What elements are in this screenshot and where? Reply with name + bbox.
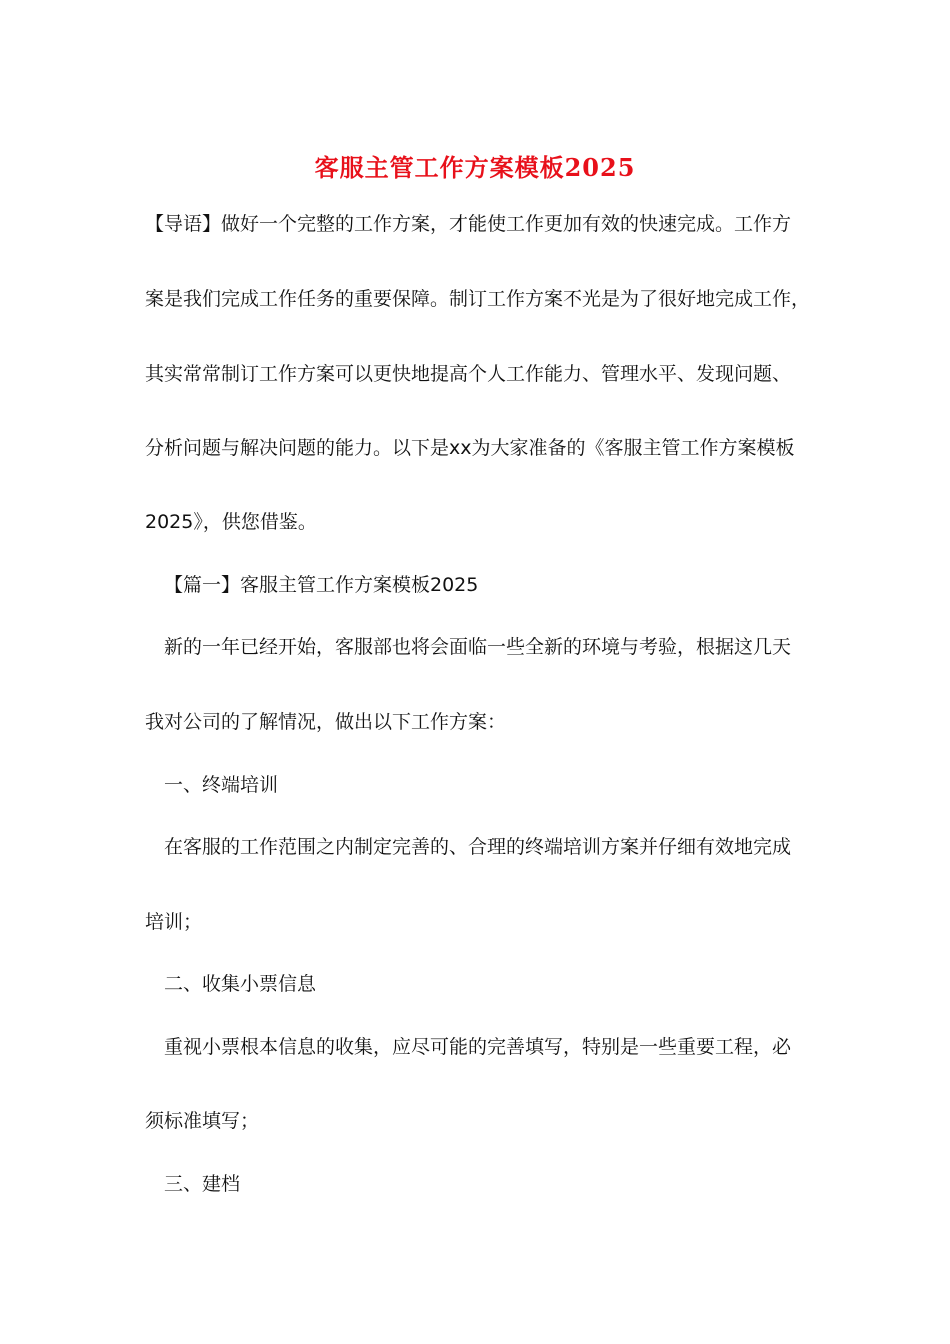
intro-line-2: 案是我们完成工作任务的重要保障。制订工作方案不光是为了很好地完成工作， [145, 288, 811, 310]
subheading-2: 二、收集小票信息 [164, 973, 317, 995]
intro-line-1: 【导语】做好一个完整的工作方案，才能使工作更加有效的快速完成。工作方 [145, 213, 792, 235]
intro-line-3: 其实常常制订工作方案可以更快地提高个人工作能力、管理水平、发现问题、 [145, 363, 792, 385]
paragraph-line-6: 须标准填写； [145, 1110, 260, 1132]
paragraph-line-2: 我对公司的了解情况，做出以下工作方案： [145, 711, 507, 733]
paragraph-line-3: 在客服的工作范围之内制定完善的、合理的终端培训方案并仔细有效地完成 [164, 836, 792, 858]
intro-line-5: 2025》，供您借鉴。 [145, 511, 317, 533]
document-title: 客服主管工作方案模板2025 [314, 153, 636, 182]
section-heading: 【篇一】客服主管工作方案模板2025 [164, 574, 479, 596]
subheading-3: 三、建档 [164, 1173, 241, 1195]
paragraph-line-4: 培训； [145, 911, 203, 933]
paragraph-line-5: 重视小票根本信息的收集，应尽可能的完善填写，特别是一些重要工程，必 [164, 1036, 792, 1058]
subheading-1: 一、终端培训 [164, 774, 279, 796]
paragraph-line-1: 新的一年已经开始，客服部也将会面临一些全新的环境与考验，根据这几天 [164, 636, 792, 658]
intro-line-4: 分析问题与解决问题的能力。以下是xx为大家准备的《客服主管工作方案模板 [145, 437, 795, 459]
